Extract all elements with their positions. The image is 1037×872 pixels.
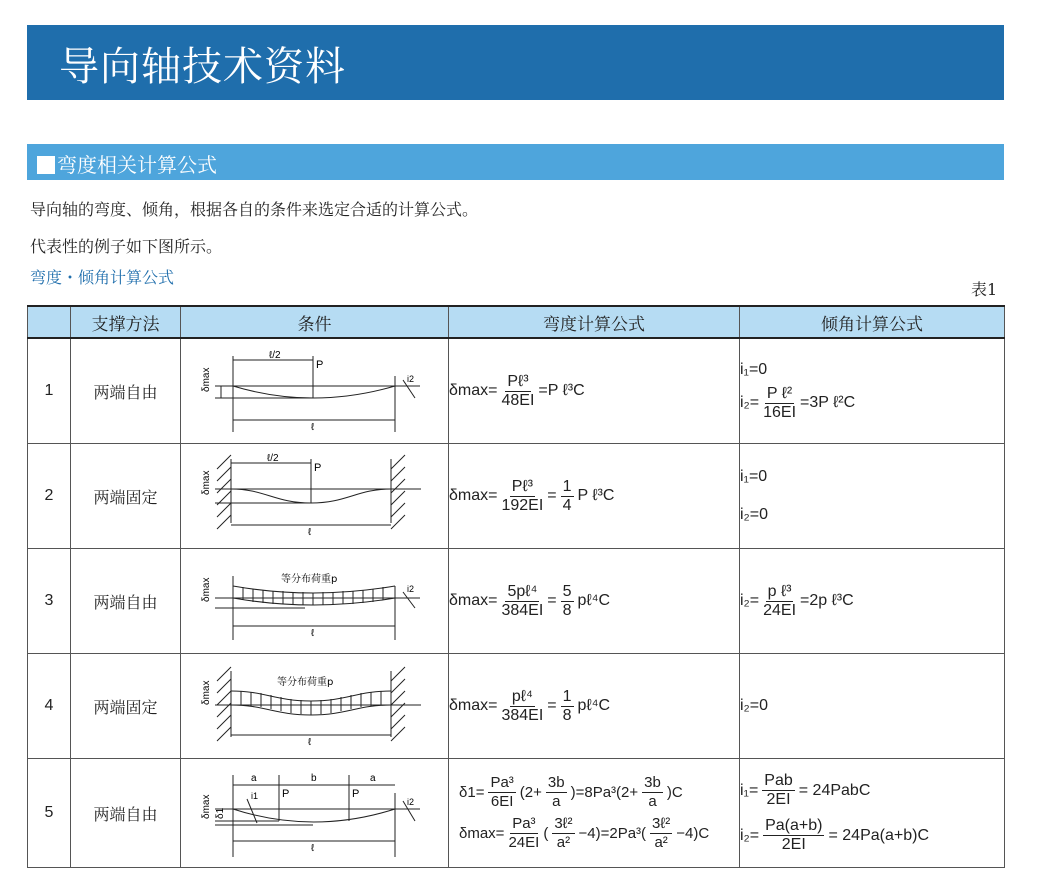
section-header — [27, 144, 1004, 180]
i2-formula: i₂=0 — [740, 697, 769, 714]
fraction — [762, 772, 794, 809]
angle-formula — [740, 549, 1005, 654]
equals: = — [547, 592, 557, 609]
formula-rest: = 24PabC — [798, 781, 871, 799]
formula-prefix: δmax= — [449, 382, 498, 399]
denominator: a² — [556, 834, 571, 851]
denominator: 384EI — [501, 601, 544, 619]
numerator: P ℓ² — [766, 384, 793, 402]
table-row — [28, 654, 1005, 759]
beam-diagram-simple-two-point — [195, 765, 425, 861]
condition-cell — [181, 654, 449, 759]
row-number: 2 — [28, 444, 71, 549]
fraction — [561, 583, 574, 620]
formula-part: ( — [543, 825, 549, 842]
condition-cell — [181, 759, 449, 868]
numerator: Pa³ — [490, 774, 514, 791]
fraction — [501, 688, 543, 725]
table-subheading: 弯度・倾角计算公式 — [30, 268, 175, 287]
i1-label: i1 — [251, 791, 259, 801]
beam-diagram-simple-point — [195, 346, 425, 436]
formula-part: (2+ — [616, 784, 639, 801]
support-method: 两端自由 — [71, 549, 181, 654]
formula-rest: = 24Pa(a+b)C — [828, 826, 929, 844]
numerator: Pℓ³ — [511, 477, 533, 495]
fraction — [546, 774, 567, 811]
denominator: 48EI — [501, 391, 535, 409]
denominator: a — [648, 793, 657, 810]
beam-diagram-fixed-point — [195, 451, 425, 541]
section-title: 弯度相关计算公式 — [57, 153, 217, 177]
i2-label: i2 — [407, 374, 415, 384]
fraction — [501, 373, 534, 410]
fraction — [763, 817, 824, 854]
formula-table — [27, 305, 1005, 868]
numerator: p ℓ³ — [767, 582, 792, 600]
numerator: pℓ⁴ — [511, 687, 533, 705]
dmax-label: δmax — [201, 577, 212, 602]
equals: = — [547, 487, 557, 504]
fraction — [650, 815, 672, 852]
half-span-label: ℓ/2 — [269, 350, 281, 361]
half-span-label: ℓ/2 — [267, 453, 279, 464]
page-title: 导向轴技术资料 — [59, 44, 346, 90]
denominator: 4 — [562, 496, 572, 514]
angle-formula — [740, 759, 1005, 868]
i1-formula: i₁=0 — [740, 360, 768, 378]
formula-part: ( — [641, 825, 647, 842]
udl-label: 等分布荷重p — [281, 574, 338, 585]
denominator: 8 — [562, 601, 572, 619]
formula-part: (2+ — [519, 784, 542, 801]
deflection-formula — [449, 759, 740, 868]
formula-rest: pℓ⁴C — [577, 697, 611, 714]
support-method: 两端固定 — [71, 444, 181, 549]
formula-rest: P ℓ³C — [577, 487, 615, 504]
formula-prefix: i₁= — [740, 781, 759, 799]
condition-cell — [181, 444, 449, 549]
udl-label: 等分布荷重p — [277, 677, 334, 688]
fraction — [561, 478, 574, 515]
denominator: 384EI — [501, 706, 544, 724]
row-number: 3 — [28, 549, 71, 654]
denominator: 8 — [562, 706, 572, 724]
i2-label: i2 — [407, 797, 415, 807]
formula-prefix: i₂= — [740, 826, 760, 844]
formula-part: −4)C — [676, 825, 710, 842]
dmax-label: δmax — [201, 470, 212, 495]
numerator: 3b — [547, 774, 565, 791]
denominator: 2EI — [766, 791, 791, 808]
fraction — [763, 583, 796, 620]
formula-rest: pℓ⁴C — [577, 592, 611, 609]
angle-formula — [740, 654, 1005, 759]
deflection-formula — [449, 444, 740, 549]
load-label: P — [352, 788, 360, 800]
formula-rest: =2p ℓ³C — [800, 592, 854, 609]
fraction — [501, 478, 543, 515]
segment-a-label: a — [370, 773, 376, 784]
denominator: a — [552, 793, 561, 810]
formula-prefix: δmax= — [449, 487, 498, 504]
formula-prefix: i₂= — [740, 394, 760, 411]
deflection-formula — [449, 338, 740, 444]
denominator: a² — [654, 834, 668, 851]
beam-diagram-simple-udl — [195, 556, 425, 646]
fraction — [763, 385, 796, 422]
span-label: ℓ — [311, 843, 315, 854]
fraction — [642, 774, 663, 811]
deflection-formula — [449, 654, 740, 759]
numerator: Pℓ³ — [507, 372, 529, 390]
square-bullet-icon — [37, 156, 55, 174]
table-header-row — [28, 306, 1005, 338]
numerator: 3b — [644, 774, 661, 791]
support-method: 两端自由 — [71, 759, 181, 868]
formula-prefix: δmax= — [459, 825, 505, 842]
formula-part: )C — [666, 784, 683, 801]
dmax-label: δmax — [201, 794, 212, 819]
formula-prefix: δmax= — [449, 697, 498, 714]
beam-diagram-fixed-udl — [195, 661, 425, 751]
load-label: P — [282, 788, 290, 800]
denominator: 24EI — [763, 601, 797, 619]
i2-formula: i₂=0 — [740, 506, 769, 523]
condition-cell — [181, 549, 449, 654]
fraction — [552, 815, 574, 852]
condition-cell — [181, 338, 449, 444]
i2-label: i2 — [407, 584, 415, 594]
equals: = — [547, 697, 557, 714]
numerator: Pa(a+b) — [765, 817, 823, 834]
numerator: Pab — [764, 772, 793, 789]
table-number-label: 表1 — [971, 280, 998, 299]
numerator: Pa³ — [512, 815, 536, 832]
segment-b-label: b — [311, 773, 317, 784]
formula-rest: =P ℓ³C — [538, 382, 585, 399]
support-method: 两端固定 — [71, 654, 181, 759]
fraction — [561, 688, 574, 725]
formula-prefix: i₂= — [740, 592, 760, 609]
d1-label: δ1 — [215, 807, 226, 819]
formula-prefix: δmax= — [449, 592, 498, 609]
denominator: 24EI — [508, 834, 540, 851]
header-cell-index — [28, 306, 71, 338]
denominator: 6EI — [490, 793, 514, 810]
formula-prefix: δ1= — [459, 784, 485, 801]
angle-formula — [740, 444, 1005, 549]
row-number: 4 — [28, 654, 71, 759]
numerator: 5pℓ⁴ — [507, 582, 538, 600]
numerator: 1 — [562, 687, 572, 705]
row-number: 5 — [28, 759, 71, 868]
header-cell-angle: 倾角计算公式 — [740, 306, 1005, 338]
header-cell-support: 支撑方法 — [71, 306, 181, 338]
span-label: ℓ — [311, 628, 315, 639]
deflection-formula — [449, 549, 740, 654]
header-cell-deflection: 弯度计算公式 — [449, 306, 740, 338]
row-number: 1 — [28, 338, 71, 444]
dmax-label: δmax — [201, 680, 212, 705]
header-cell-condition: 条件 — [181, 306, 449, 338]
i1-formula: i₁=0 — [740, 468, 768, 485]
intro-line-2: 代表性的例子如下图所示。 — [30, 237, 223, 256]
load-label: P — [316, 359, 324, 371]
numerator: 5 — [562, 582, 572, 600]
span-label: ℓ — [308, 527, 312, 538]
fraction — [501, 583, 543, 620]
intro-line-1: 导向轴的弯度、倾角，根据各自的条件来选定合适的计算公式。 — [30, 200, 479, 219]
segment-a-label: a — [251, 773, 257, 784]
span-label: ℓ — [311, 422, 315, 433]
fraction — [508, 815, 539, 852]
denominator: 16EI — [763, 403, 797, 421]
dmax-label: δmax — [201, 367, 212, 392]
load-label: P — [314, 462, 322, 474]
fraction — [488, 774, 515, 811]
numerator: 3ℓ² — [652, 815, 671, 832]
formula-part: )=8Pa³ — [570, 784, 617, 801]
span-label: ℓ — [308, 737, 312, 748]
numerator: 3ℓ² — [554, 815, 573, 832]
numerator: 1 — [562, 477, 572, 495]
formula-part: −4)=2Pa³ — [578, 825, 642, 842]
denominator: 2EI — [781, 836, 806, 853]
table-row — [28, 549, 1005, 654]
support-method: 两端自由 — [71, 338, 181, 444]
title-banner — [27, 25, 1004, 100]
denominator: 192EI — [501, 496, 544, 514]
table-row — [28, 338, 1005, 444]
table-row — [28, 759, 1005, 868]
formula-rest: =3P ℓ²C — [800, 394, 856, 411]
table-row — [28, 444, 1005, 549]
angle-formula — [740, 338, 1005, 444]
